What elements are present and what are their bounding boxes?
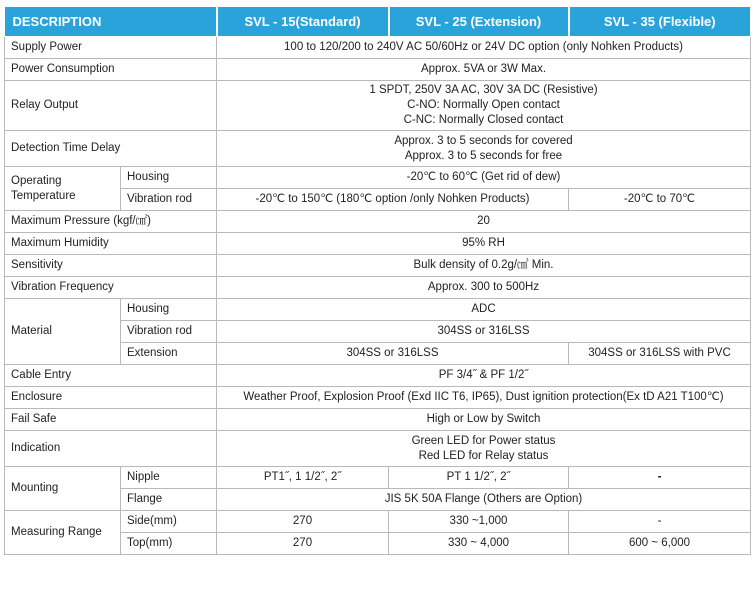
mounting-nipple-svl15: PT1˝, 1 1/2˝, 2˝	[217, 467, 389, 489]
indication-line1: Green LED for Power status	[411, 434, 556, 447]
header-svl-25: SVL - 25 (Extension)	[389, 7, 569, 37]
row-enclosure	[5, 387, 751, 409]
header-svl-35: SVL - 35 (Flexible)	[569, 7, 751, 37]
indication-line2: Red LED for Relay status	[418, 449, 549, 462]
detection-delay-line1: Approx. 3 to 5 seconds for covered	[394, 134, 573, 147]
measuring-range-label: Measuring Range	[5, 511, 121, 555]
enclosure-value: Weather Proof, Explosion Proof (Exd IIC T6, IP65), Dust ignition protection(Ex tD A21 T100℃)	[217, 387, 751, 409]
row-relay-output	[5, 81, 751, 131]
material-extension-value-1: 304SS or 316LSS	[217, 343, 569, 365]
mounting-nipple-label: Nipple	[121, 467, 217, 489]
fail-safe-value: High or Low by Switch	[217, 409, 751, 431]
row-detection-delay	[5, 131, 751, 167]
measuring-side-svl15: 270	[217, 511, 389, 533]
operating-temp-label: Operating Temperature	[5, 167, 121, 211]
row-max-humidity	[5, 233, 751, 255]
relay-output-label: Relay Output	[5, 81, 217, 131]
measuring-top-svl15: 270	[217, 533, 389, 555]
material-rod-label: Vibration rod	[121, 321, 217, 343]
cable-entry-value: PF 3/4˝ & PF 1/2˝	[217, 365, 751, 387]
operating-temp-rod-label: Vibration rod	[121, 189, 217, 211]
detection-delay-label: Detection Time Delay	[5, 131, 217, 167]
max-humidity-label: Maximum Humidity	[5, 233, 217, 255]
row-fail-safe	[5, 409, 751, 431]
measuring-top-svl35: 600 ~ 6,000	[569, 533, 751, 555]
detection-delay-line2: Approx. 3 to 5 seconds for free	[404, 149, 563, 162]
indication-value	[217, 431, 751, 467]
cable-entry-label: Cable Entry	[5, 365, 217, 387]
row-power-consumption	[5, 59, 751, 81]
material-extension-label: Extension	[121, 343, 217, 365]
measuring-top-svl25: 330 ~ 4,000	[389, 533, 569, 555]
spec-table	[4, 6, 751, 555]
fail-safe-label: Fail Safe	[5, 409, 217, 431]
row-indication	[5, 431, 751, 467]
material-housing-label: Housing	[121, 299, 217, 321]
row-measuring-side	[5, 511, 751, 533]
material-rod-value: 304SS or 316LSS	[217, 321, 751, 343]
header-svl-15: SVL - 15(Standard)	[217, 7, 389, 37]
row-cable-entry	[5, 365, 751, 387]
relay-output-line1: 1 SPDT, 250V 3A AC, 30V 3A DC (Resistive)	[369, 84, 598, 96]
operating-temp-rod-value-2: -20℃ to 70℃	[569, 189, 751, 211]
mounting-flange-label: Flange	[121, 489, 217, 511]
operating-temp-housing-value: -20℃ to 60℃ (Get rid of dew)	[217, 167, 751, 189]
sensitivity-value: Bulk density of 0.2g/㎤ Min.	[217, 255, 751, 277]
operating-temp-housing-label: Housing	[121, 167, 217, 189]
operating-temp-rod-value-1: -20℃ to 150℃ (180℃ option /only Nohken Products)	[217, 189, 569, 211]
vibration-frequency-value: Approx. 300 to 500Hz	[217, 277, 751, 299]
max-humidity-value: 95% RH	[217, 233, 751, 255]
material-housing-value: ADC	[217, 299, 751, 321]
supply-power-label: Supply Power	[5, 37, 217, 59]
row-sensitivity	[5, 255, 751, 277]
relay-output-line3: C-NC: Normally Closed contact	[403, 114, 564, 126]
measuring-side-label: Side(mm)	[121, 511, 217, 533]
measuring-side-svl35: -	[569, 511, 751, 533]
vibration-frequency-label: Vibration Frequency	[5, 277, 217, 299]
mounting-label: Mounting	[5, 467, 121, 511]
max-pressure-label: Maximum Pressure (kgf/㎠)	[5, 211, 217, 233]
enclosure-label: Enclosure	[5, 387, 217, 409]
row-mounting-nipple	[5, 467, 751, 489]
mounting-nipple-svl35: -	[569, 467, 751, 489]
mounting-nipple-svl25: PT 1 1/2˝, 2˝	[389, 467, 569, 489]
max-pressure-value: 20	[217, 211, 751, 233]
row-supply-power	[5, 37, 751, 59]
indication-label: Indication	[5, 431, 217, 467]
row-max-pressure	[5, 211, 751, 233]
measuring-top-label: Top(mm)	[121, 533, 217, 555]
material-extension-value-2: 304SS or 316LSS with PVC	[569, 343, 751, 365]
detection-delay-value	[217, 131, 751, 167]
supply-power-value: 100 to 120/200 to 240V AC 50/60Hz or 24V DC option (only Nohken Products)	[217, 37, 751, 59]
header-description: DESCRIPTION	[5, 7, 217, 37]
power-consumption-value: Approx. 5VA or 3W Max.	[217, 59, 751, 81]
row-material-housing	[5, 299, 751, 321]
sensitivity-label: Sensitivity	[5, 255, 217, 277]
header-row	[5, 7, 751, 37]
measuring-side-svl25: 330 ~1,000	[389, 511, 569, 533]
row-vibration-frequency	[5, 277, 751, 299]
mounting-flange-value: JIS 5K 50A Flange (Others are Option)	[217, 489, 751, 511]
row-operating-temp-housing	[5, 167, 751, 189]
material-label: Material	[5, 299, 121, 365]
power-consumption-label: Power Consumption	[5, 59, 217, 81]
relay-output-value	[217, 81, 751, 131]
relay-output-line2: C-NO: Normally Open contact	[407, 99, 560, 111]
